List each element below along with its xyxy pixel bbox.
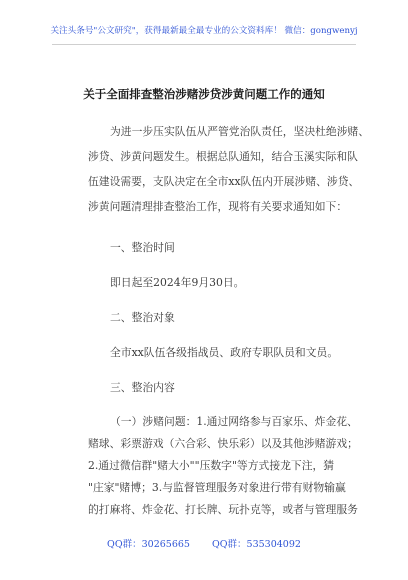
section-heading: 三、整治内容 <box>110 381 175 394</box>
intro-line: 为进一步压实队伍从严管党治队责任，坚决杜绝涉赌、 <box>110 125 370 138</box>
section-heading: 二、整治对象 <box>110 311 175 324</box>
section-body: 全市xx队伍各级指战员、政府专职队员和文员。 <box>110 346 339 359</box>
section-body: 即日起至2024年9月30日。 <box>110 276 245 289</box>
footer-qq-groups <box>0 536 408 550</box>
section-body-line: 2.通过微信群"赌大小""压数字"等方式接龙下注，猜 <box>88 459 335 472</box>
footer-qq-group-1[interactable]: QQ群：30265665 <box>107 539 190 550</box>
header-promo-note[interactable]: 关注头条号"公文研究"，获得最新最全最专业的公文资料库！ 微信：gongwenyj <box>50 26 358 36</box>
footer-qq-group-2[interactable]: QQ群：535304092 <box>211 539 301 550</box>
section-body-line: 赌球、彩票游戏（六合彩、快乐彩）以及其他涉赌游戏； <box>88 437 358 450</box>
header-divider <box>52 44 356 45</box>
section-body-line: （一）涉赌问题：1.通过网络参与百家乐、炸金花、 <box>110 415 358 428</box>
section-body-line: "庄家"赌博；3.与监督管理服务对象进行带有财物输赢 <box>88 481 346 494</box>
intro-line: 涉黄问题清理排查整治工作，现将有关要求通知如下： <box>88 200 348 213</box>
intro-line: 伍建设需要，支队决定在全市xx队伍内开展涉赌、涉贷、 <box>88 175 360 188</box>
document-title: 关于全面排查整治涉赌涉贷涉黄问题工作的通知 <box>83 87 325 101</box>
section-heading: 一、整治时间 <box>110 241 175 254</box>
intro-line: 涉贷、涉黄问题发生。根据总队通知，结合玉溪实际和队 <box>88 150 358 163</box>
section-body-line: 的打麻将、炸金花、打长牌、玩扑克等，或者与管理服务 <box>88 503 358 516</box>
